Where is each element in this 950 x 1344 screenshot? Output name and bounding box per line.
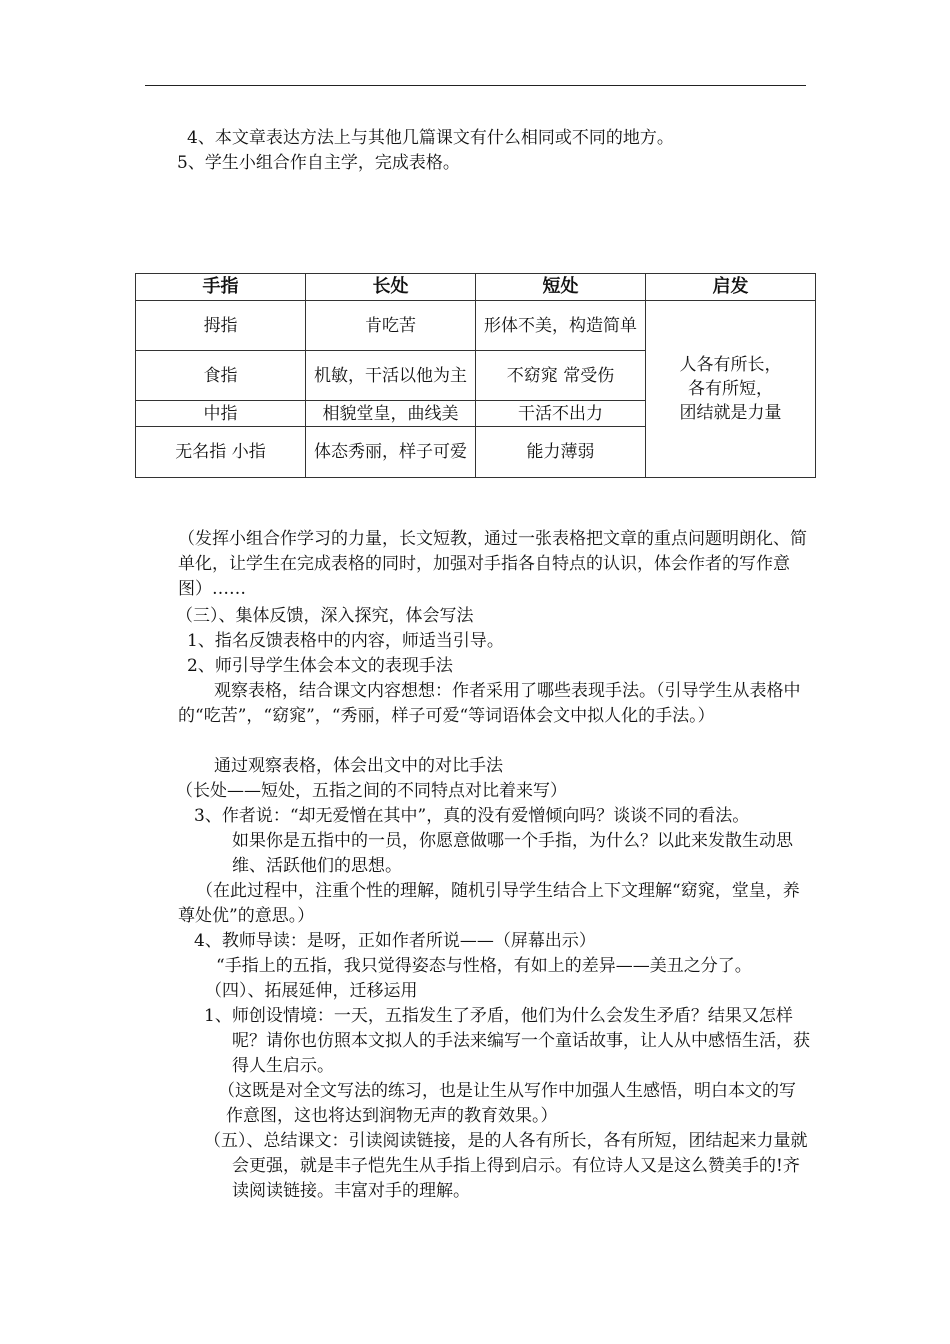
cell-finger: 无名指 小指 bbox=[136, 427, 306, 478]
cell-weakness: 干活不出力 bbox=[476, 401, 646, 427]
cell-strength: 相貌堂皇，曲线美 bbox=[306, 401, 476, 427]
paragraph-observe: 观察表格，结合课文内容想想：作者采用了哪些表现手法。（引导学生从表格中的“吃苦”，“窈窕”，“秀丽，样子可爱“等词语体会文中拟人化的手法。） bbox=[178, 681, 801, 726]
inspiration-line: 人各有所长， bbox=[679, 355, 782, 375]
contrast-line: 通过观察表格，体会出文中的对比手法 bbox=[214, 756, 503, 776]
question-4: 4、本文章表达方法上与其他几篇课文有什么相同或不同的地方。 bbox=[187, 128, 674, 148]
cell-strength: 体态秀丽，样子可爱 bbox=[306, 427, 476, 478]
section-4-note: （这既是对全文写法的练习，也是让生从写作中加强人生感悟，明白本文的写作意图，这也将达到润物无声的教育效果。） bbox=[218, 1081, 796, 1126]
section-3-item-3-note: （在此过程中，注重个性的理解，随机引导学生结合上下文理解“窈窕，堂皇，养尊处优”的意思。） bbox=[178, 881, 800, 926]
paragraph-group-work: （发挥小组合作学习的力量，长文短教，通过一张表格把文章的重点问题明朗化、简单化，让学生在完成表格的同时，加强对手指各自特点的认识，体会作者的写作意图）…… bbox=[178, 529, 807, 599]
header-weakness: 短处 bbox=[476, 274, 646, 301]
section-3-item-3-detail: 如果你是五指中的一员，你愿意做哪一个手指，为什么？以此来发散生动思维、活跃他们的思想。 bbox=[232, 831, 793, 876]
cell-weakness: 能力薄弱 bbox=[476, 427, 646, 478]
cell-weakness: 形体不美，构造简单 bbox=[476, 301, 646, 351]
header-rule bbox=[145, 85, 806, 86]
section-4-item-1: 1、师创设情境：一天，五指发生了矛盾，他们为什么会发生矛盾？结果又怎样呢？请你也仿照本文拟人的手法来编写一个童话故事，让人从中感悟生活，获得人生启示。 bbox=[204, 1006, 810, 1076]
cell-weakness: 不窈窕 常受伤 bbox=[476, 351, 646, 401]
table-header-row bbox=[136, 274, 816, 301]
header-strength: 长处 bbox=[306, 274, 476, 301]
table-row bbox=[136, 301, 816, 351]
section-5-summary: （五）、总结课文：引读阅读链接，是的人各有所长，各有所短，团结起来力量就会更强，就是丰子恺先生从手指上得到启示。有位诗人又是这么赞美手的!齐读阅读链接。丰富对手的理解。 bbox=[204, 1131, 808, 1201]
contrast-note: （长处——短处，五指之间的不同特点对比着来写） bbox=[176, 781, 567, 801]
cell-strength: 机敏，干活以他为主 bbox=[306, 351, 476, 401]
cell-inspiration bbox=[646, 301, 816, 478]
cell-strength: 肯吃苦 bbox=[306, 301, 476, 351]
quote-line: “手指上的五指，我只觉得姿态与性格，有如上的差异——美丑之分了。 bbox=[216, 956, 752, 976]
finger-table bbox=[135, 273, 816, 478]
section-3-item-2: 2、师引导学生体会本文的表现手法 bbox=[187, 656, 453, 676]
section-4-heading: （四）、拓展延伸，迁移运用 bbox=[205, 981, 418, 1001]
cell-finger: 食指 bbox=[136, 351, 306, 401]
section-3-heading: （三）、集体反馈，深入探究，体会写法 bbox=[176, 606, 474, 626]
question-5: 5、学生小组合作自主学，完成表格。 bbox=[177, 153, 460, 173]
cell-finger: 拇指 bbox=[136, 301, 306, 351]
header-finger: 手指 bbox=[136, 274, 306, 301]
inspiration-line: 各有所短， bbox=[688, 379, 773, 399]
section-3-item-4: 4、教师导读：是呀，正如作者所说——（屏幕出示） bbox=[194, 931, 596, 951]
inspiration-line: 团结就是力量 bbox=[679, 403, 782, 423]
header-inspiration: 启发 bbox=[646, 274, 816, 301]
section-3-item-3: 3、作者说：“却无爱憎在其中”，真的没有爱憎倾向吗？谈谈不同的看法。 bbox=[194, 806, 750, 826]
section-3-item-1: 1、指名反馈表格中的内容，师适当引导。 bbox=[187, 631, 504, 651]
cell-finger: 中指 bbox=[136, 401, 306, 427]
